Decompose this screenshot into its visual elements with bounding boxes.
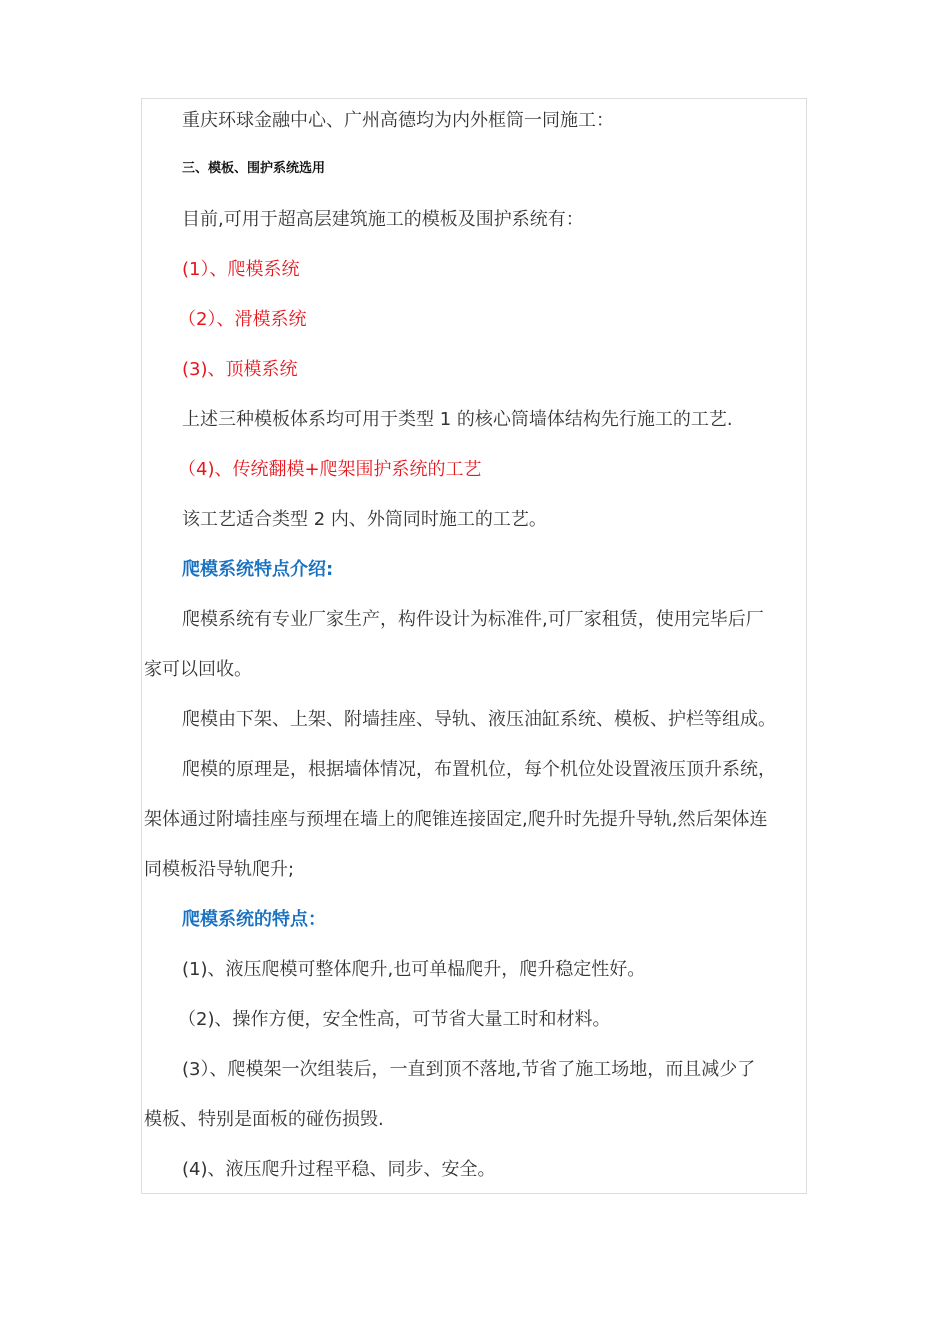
paragraph-intro: 重庆环球金融中心、广州高德均为内外框筒一同施工： bbox=[182, 110, 614, 131]
paragraph-manufacturer-cont: 家可以回收。 bbox=[144, 659, 252, 680]
section-heading: 三、模板、围护系统选用 bbox=[182, 161, 326, 176]
subheading-climbing-intro: 爬模系统特点介绍: bbox=[182, 559, 334, 580]
feature-item-3-cont: 模板、特别是面板的碰伤损毁. bbox=[144, 1109, 384, 1130]
paragraph-principle: 爬模的原理是，根据墙体情况，布置机位，每个机位处设置液压顶升系统， bbox=[182, 759, 776, 780]
feature-item-3: (3）、爬模架一次组装后，一直到顶不落地,节省了施工场地，而且减少了 bbox=[182, 1059, 756, 1080]
feature-item-4: (4)、液压爬升过程平稳、同步、安全。 bbox=[182, 1159, 496, 1180]
paragraph-type2: 该工艺适合类型 2 内、外筒同时施工的工艺。 bbox=[182, 509, 547, 530]
paragraph-principle-cont1: 架体通过附墙挂座与预埋在墙上的爬锥连接固定,爬升时先提升导轨,然后架体连 bbox=[144, 809, 768, 830]
paragraph-manufacturer: 爬模系统有专业厂家生产，构件设计为标准件,可厂家租赁，使用完毕后厂 bbox=[182, 609, 764, 630]
list-item-traditional-formwork: （4)、传统翻模+爬架围护系统的工艺 bbox=[178, 459, 482, 480]
paragraph-formwork-intro: 目前,可用于超高层建筑施工的模板及围护系统有： bbox=[182, 209, 584, 230]
paragraph-principle-cont2: 同模板沿导轨爬升; bbox=[144, 859, 295, 880]
list-item-climbing-formwork: (1）、爬模系统 bbox=[182, 259, 300, 280]
paragraph-components: 爬模由下架、上架、附墙挂座、导轨、液压油缸系统、模板、护栏等组成。 bbox=[182, 709, 776, 730]
feature-item-1: (1)、液压爬模可整体爬升,也可单榀爬升，爬升稳定性好。 bbox=[182, 959, 646, 980]
feature-item-2: （2)、操作方便，安全性高，可节省大量工时和材料。 bbox=[178, 1009, 611, 1030]
subheading-climbing-features: 爬模系统的特点： bbox=[182, 909, 326, 930]
list-item-jacking-formwork: (3)、顶模系统 bbox=[182, 359, 298, 380]
list-item-slip-formwork: （2）、滑模系统 bbox=[178, 309, 307, 330]
paragraph-three-systems: 上述三种模板体系均可用于类型 1 的核心筒墙体结构先行施工的工艺. bbox=[182, 409, 733, 430]
